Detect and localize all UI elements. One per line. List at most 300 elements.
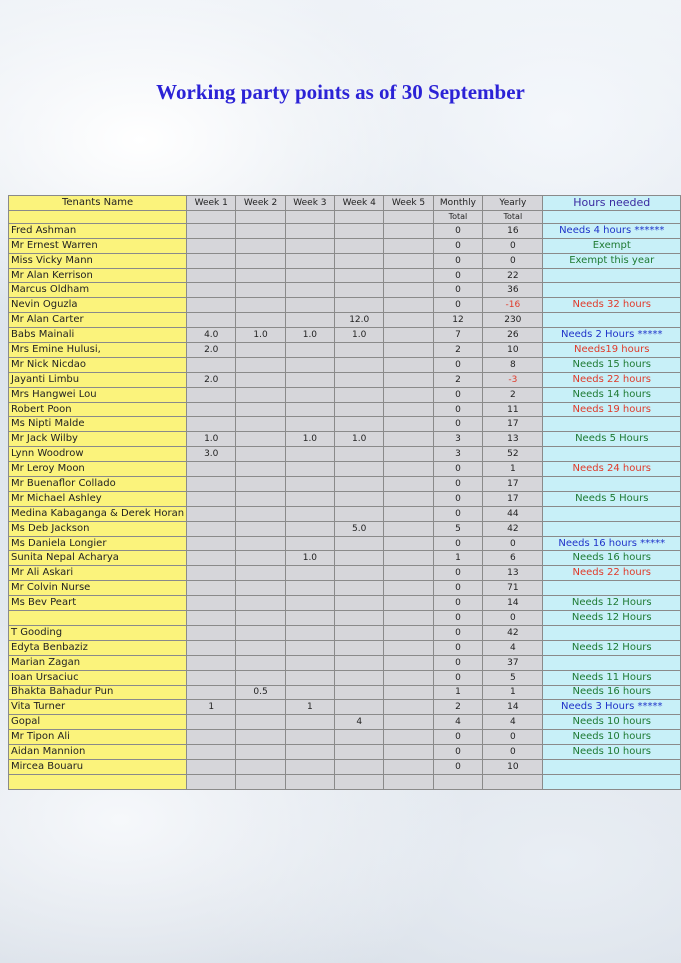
- yearly-total-cell: 17: [483, 491, 543, 506]
- tenant-name-cell: Ms Bev Peart: [9, 596, 187, 611]
- monthly-total-cell: 0: [433, 670, 482, 685]
- points-table: [8, 195, 681, 790]
- yearly-total-cell: -3: [483, 372, 543, 387]
- hours-needed-cell: Needs 11 Hours: [543, 670, 681, 685]
- week-4-cell: [335, 253, 384, 268]
- week-4-cell: [335, 596, 384, 611]
- yearly-total-cell: 22: [483, 268, 543, 283]
- week-3-cell: [285, 521, 334, 536]
- week-5-cell: [384, 402, 433, 417]
- week-1-cell: [187, 670, 236, 685]
- hours-needed-cell: Needs 2 Hours *****: [543, 328, 681, 343]
- hours-needed-cell: Needs 4 hours ******: [543, 223, 681, 238]
- week-2-cell: [236, 715, 285, 730]
- week-1-cell: [187, 625, 236, 640]
- week-1-cell: [187, 730, 236, 745]
- week-3-cell: [285, 730, 334, 745]
- tenant-name-cell: Ioan Ursaciuc: [9, 670, 187, 685]
- empty-cell: [433, 774, 482, 789]
- tenant-name-cell: Mircea Bouaru: [9, 759, 187, 774]
- table-row: [9, 506, 681, 521]
- week-4-cell: [335, 745, 384, 760]
- week-2-cell: [236, 343, 285, 358]
- yearly-total-cell: 71: [483, 581, 543, 596]
- hours-needed-cell: Needs 3 Hours *****: [543, 700, 681, 715]
- week-1-cell: [187, 551, 236, 566]
- week-3-cell: [285, 253, 334, 268]
- hours-needed-cell: Needs 22 hours: [543, 372, 681, 387]
- yearly-total-cell: 52: [483, 447, 543, 462]
- week-5-cell: [384, 238, 433, 253]
- week-4-cell: [335, 551, 384, 566]
- week-5-cell: [384, 670, 433, 685]
- week-4-cell: [335, 640, 384, 655]
- week-2-cell: [236, 581, 285, 596]
- week-4-cell: [335, 685, 384, 700]
- week-4-cell: [335, 491, 384, 506]
- week-5-cell: [384, 491, 433, 506]
- week-2-cell: [236, 253, 285, 268]
- week-2-cell: [236, 313, 285, 328]
- tenant-name-cell: Lynn Woodrow: [9, 447, 187, 462]
- week-4-cell: [335, 417, 384, 432]
- subheader-monthly-total: Total: [433, 210, 482, 223]
- week-2-cell: [236, 447, 285, 462]
- yearly-total-cell: 2: [483, 387, 543, 402]
- week-5-cell: [384, 566, 433, 581]
- tenant-name-cell: Miss Vicky Mann: [9, 253, 187, 268]
- week-1-cell: [187, 268, 236, 283]
- tenant-name-cell: Ms Daniela Longier: [9, 536, 187, 551]
- week-5-cell: [384, 655, 433, 670]
- week-1-cell: [187, 238, 236, 253]
- week-4-cell: [335, 223, 384, 238]
- subheader-row: [9, 210, 681, 223]
- table-row: [9, 596, 681, 611]
- week-4-cell: [335, 387, 384, 402]
- tenant-name-cell: Robert Poon: [9, 402, 187, 417]
- yearly-total-cell: 13: [483, 432, 543, 447]
- monthly-total-cell: 2: [433, 372, 482, 387]
- yearly-total-cell: 230: [483, 313, 543, 328]
- table-row-empty: [9, 774, 681, 789]
- monthly-total-cell: 0: [433, 759, 482, 774]
- week-2-cell: [236, 640, 285, 655]
- week-1-cell: 4.0: [187, 328, 236, 343]
- subheader-blank: [187, 210, 236, 223]
- monthly-total-cell: 12: [433, 313, 482, 328]
- week-5-cell: [384, 640, 433, 655]
- tenant-name-cell: Edyta Benbaziz: [9, 640, 187, 655]
- week-3-cell: [285, 357, 334, 372]
- yearly-total-cell: 0: [483, 611, 543, 626]
- week-3-cell: [285, 566, 334, 581]
- monthly-total-cell: 0: [433, 253, 482, 268]
- table-row: [9, 536, 681, 551]
- week-1-cell: [187, 253, 236, 268]
- table-row: [9, 730, 681, 745]
- hours-needed-cell: [543, 625, 681, 640]
- yearly-total-cell: 36: [483, 283, 543, 298]
- week-2-cell: [236, 655, 285, 670]
- week-4-cell: [335, 581, 384, 596]
- week-5-cell: [384, 372, 433, 387]
- monthly-total-cell: 2: [433, 343, 482, 358]
- table-row: [9, 700, 681, 715]
- yearly-total-cell: 42: [483, 625, 543, 640]
- table-row: [9, 625, 681, 640]
- table-row: [9, 581, 681, 596]
- tenant-name-cell: Marcus Oldham: [9, 283, 187, 298]
- week-5-cell: [384, 611, 433, 626]
- table-row: [9, 566, 681, 581]
- hours-needed-cell: [543, 417, 681, 432]
- week-5-cell: [384, 343, 433, 358]
- week-2-cell: [236, 462, 285, 477]
- monthly-total-cell: 0: [433, 730, 482, 745]
- hours-needed-cell: [543, 477, 681, 492]
- subheader-blank: [285, 210, 334, 223]
- monthly-total-cell: 0: [433, 611, 482, 626]
- week-3-cell: [285, 596, 334, 611]
- table-row: [9, 402, 681, 417]
- monthly-total-cell: 0: [433, 536, 482, 551]
- hours-needed-cell: Needs 19 hours: [543, 402, 681, 417]
- table-row: [9, 685, 681, 700]
- table-row: [9, 357, 681, 372]
- week-3-cell: [285, 268, 334, 283]
- table-row: [9, 253, 681, 268]
- tenant-name-cell: Mr Ernest Warren: [9, 238, 187, 253]
- week-2-cell: [236, 268, 285, 283]
- hours-needed-cell: Needs 10 hours: [543, 715, 681, 730]
- monthly-total-cell: 2: [433, 700, 482, 715]
- week-2-cell: [236, 387, 285, 402]
- tenant-name-cell: Fred Ashman: [9, 223, 187, 238]
- week-3-cell: [285, 625, 334, 640]
- week-5-cell: [384, 506, 433, 521]
- tenant-name-cell: [9, 611, 187, 626]
- week-1-cell: [187, 536, 236, 551]
- hours-needed-cell: [543, 447, 681, 462]
- week-2-cell: [236, 283, 285, 298]
- tenant-name-cell: Bhakta Bahadur Pun: [9, 685, 187, 700]
- week-3-cell: [285, 670, 334, 685]
- header-tenants-name: Tenants Name: [9, 196, 187, 211]
- week-5-cell: [384, 432, 433, 447]
- week-1-cell: 2.0: [187, 343, 236, 358]
- week-1-cell: [187, 640, 236, 655]
- week-1-cell: [187, 596, 236, 611]
- week-2-cell: [236, 670, 285, 685]
- tenant-name-cell: Mr Michael Ashley: [9, 491, 187, 506]
- week-4-cell: [335, 283, 384, 298]
- monthly-total-cell: 0: [433, 357, 482, 372]
- tenant-name-cell: Mr Nick Nicdao: [9, 357, 187, 372]
- week-1-cell: 3.0: [187, 447, 236, 462]
- week-2-cell: [236, 298, 285, 313]
- week-1-cell: [187, 759, 236, 774]
- subheader-yearly-total: Total: [483, 210, 543, 223]
- yearly-total-cell: 8: [483, 357, 543, 372]
- week-5-cell: [384, 715, 433, 730]
- week-2-cell: [236, 745, 285, 760]
- tenant-name-cell: Mr Buenaflor Collado: [9, 477, 187, 492]
- tenant-name-cell: Mr Jack Wilby: [9, 432, 187, 447]
- yearly-total-cell: 13: [483, 566, 543, 581]
- empty-cell: [543, 774, 681, 789]
- table-row: [9, 417, 681, 432]
- week-4-cell: 5.0: [335, 521, 384, 536]
- monthly-total-cell: 0: [433, 655, 482, 670]
- tenant-name-cell: Mr Alan Carter: [9, 313, 187, 328]
- hours-needed-cell: Needs 10 hours: [543, 730, 681, 745]
- week-1-cell: [187, 357, 236, 372]
- empty-cell: [483, 774, 543, 789]
- tenant-name-cell: Jayanti Limbu: [9, 372, 187, 387]
- monthly-total-cell: 3: [433, 432, 482, 447]
- week-2-cell: [236, 566, 285, 581]
- monthly-total-cell: 0: [433, 625, 482, 640]
- week-4-cell: [335, 372, 384, 387]
- page-title: Working party points as of 30 September: [156, 80, 525, 104]
- week-3-cell: 1.0: [285, 432, 334, 447]
- week-4-cell: [335, 477, 384, 492]
- week-3-cell: [285, 536, 334, 551]
- week-1-cell: [187, 715, 236, 730]
- week-4-cell: [335, 506, 384, 521]
- week-2-cell: [236, 625, 285, 640]
- week-2-cell: [236, 491, 285, 506]
- empty-cell: [285, 774, 334, 789]
- table-row: [9, 372, 681, 387]
- week-2-cell: [236, 611, 285, 626]
- week-1-cell: [187, 313, 236, 328]
- week-2-cell: [236, 700, 285, 715]
- header-week-2: Week 2: [236, 196, 285, 211]
- week-4-cell: [335, 730, 384, 745]
- week-1-cell: [187, 462, 236, 477]
- week-4-cell: [335, 536, 384, 551]
- empty-cell: [335, 774, 384, 789]
- week-5-cell: [384, 462, 433, 477]
- tenant-name-cell: T Gooding: [9, 625, 187, 640]
- week-5-cell: [384, 730, 433, 745]
- hours-needed-cell: Needs 12 Hours: [543, 611, 681, 626]
- header-week-1: Week 1: [187, 196, 236, 211]
- table-row: [9, 640, 681, 655]
- table-row: [9, 670, 681, 685]
- week-4-cell: [335, 655, 384, 670]
- table-row: [9, 313, 681, 328]
- week-5-cell: [384, 313, 433, 328]
- tenant-name-cell: Marian Zagan: [9, 655, 187, 670]
- week-5-cell: [384, 700, 433, 715]
- hours-needed-cell: Needs19 hours: [543, 343, 681, 358]
- tenant-name-cell: Gopal: [9, 715, 187, 730]
- yearly-total-cell: 11: [483, 402, 543, 417]
- week-2-cell: [236, 357, 285, 372]
- week-5-cell: [384, 521, 433, 536]
- yearly-total-cell: 0: [483, 745, 543, 760]
- hours-needed-cell: [543, 581, 681, 596]
- week-1-cell: [187, 402, 236, 417]
- week-4-cell: [335, 357, 384, 372]
- table-row: [9, 521, 681, 536]
- monthly-total-cell: 0: [433, 477, 482, 492]
- monthly-total-cell: 7: [433, 328, 482, 343]
- week-5-cell: [384, 283, 433, 298]
- week-3-cell: [285, 685, 334, 700]
- yearly-total-cell: -16: [483, 298, 543, 313]
- table-row: [9, 611, 681, 626]
- week-4-cell: [335, 611, 384, 626]
- week-2-cell: [236, 238, 285, 253]
- yearly-total-cell: 17: [483, 417, 543, 432]
- monthly-total-cell: 3: [433, 447, 482, 462]
- week-2-cell: [236, 477, 285, 492]
- yearly-total-cell: 0: [483, 253, 543, 268]
- monthly-total-cell: 0: [433, 640, 482, 655]
- yearly-total-cell: 10: [483, 759, 543, 774]
- yearly-total-cell: 0: [483, 238, 543, 253]
- week-3-cell: [285, 283, 334, 298]
- week-1-cell: [187, 685, 236, 700]
- hours-needed-cell: Exempt: [543, 238, 681, 253]
- week-4-cell: 12.0: [335, 313, 384, 328]
- tenant-name-cell: Mr Ali Askari: [9, 566, 187, 581]
- yearly-total-cell: 16: [483, 223, 543, 238]
- yearly-total-cell: 42: [483, 521, 543, 536]
- hours-needed-cell: Needs 22 hours: [543, 566, 681, 581]
- monthly-total-cell: 0: [433, 402, 482, 417]
- empty-cell: [9, 774, 187, 789]
- week-4-cell: [335, 298, 384, 313]
- week-2-cell: [236, 372, 285, 387]
- week-3-cell: [285, 462, 334, 477]
- week-3-cell: [285, 447, 334, 462]
- week-2-cell: [236, 521, 285, 536]
- table-row: [9, 298, 681, 313]
- tenant-name-cell: Mr Leroy Moon: [9, 462, 187, 477]
- hours-needed-cell: Needs 16 hours: [543, 551, 681, 566]
- yearly-total-cell: 6: [483, 551, 543, 566]
- week-4-cell: [335, 238, 384, 253]
- week-3-cell: [285, 313, 334, 328]
- monthly-total-cell: 4: [433, 715, 482, 730]
- week-2-cell: [236, 506, 285, 521]
- week-2-cell: [236, 596, 285, 611]
- week-1-cell: [187, 298, 236, 313]
- hours-needed-cell: [543, 283, 681, 298]
- table-row: [9, 432, 681, 447]
- week-5-cell: [384, 417, 433, 432]
- hours-needed-cell: [543, 759, 681, 774]
- week-1-cell: [187, 581, 236, 596]
- yearly-total-cell: 14: [483, 596, 543, 611]
- week-1-cell: [187, 611, 236, 626]
- hours-needed-cell: Needs 24 hours: [543, 462, 681, 477]
- header-hours-needed: Hours needed: [543, 196, 681, 211]
- hours-needed-cell: [543, 655, 681, 670]
- week-4-cell: [335, 402, 384, 417]
- yearly-total-cell: 1: [483, 462, 543, 477]
- table-row: [9, 462, 681, 477]
- week-3-cell: [285, 640, 334, 655]
- week-3-cell: [285, 417, 334, 432]
- week-3-cell: [285, 223, 334, 238]
- hours-needed-cell: [543, 506, 681, 521]
- week-1-cell: [187, 477, 236, 492]
- header-monthly: Monthly: [433, 196, 482, 211]
- subheader-blank: [543, 210, 681, 223]
- monthly-total-cell: 0: [433, 596, 482, 611]
- header-row: [9, 196, 681, 211]
- header-week-3: Week 3: [285, 196, 334, 211]
- week-3-cell: 1.0: [285, 551, 334, 566]
- monthly-total-cell: 0: [433, 566, 482, 581]
- week-4-cell: 1.0: [335, 328, 384, 343]
- table-row: [9, 343, 681, 358]
- week-5-cell: [384, 551, 433, 566]
- yearly-total-cell: 0: [483, 536, 543, 551]
- table-row: [9, 551, 681, 566]
- week-4-cell: [335, 759, 384, 774]
- monthly-total-cell: 0: [433, 745, 482, 760]
- week-2-cell: 0.5: [236, 685, 285, 700]
- yearly-total-cell: 44: [483, 506, 543, 521]
- table-row: [9, 238, 681, 253]
- yearly-total-cell: 26: [483, 328, 543, 343]
- week-4-cell: [335, 447, 384, 462]
- tenant-name-cell: Mr Alan Kerrison: [9, 268, 187, 283]
- monthly-total-cell: 1: [433, 551, 482, 566]
- header-yearly: Yearly: [483, 196, 543, 211]
- week-5-cell: [384, 387, 433, 402]
- monthly-total-cell: 0: [433, 298, 482, 313]
- week-2-cell: [236, 432, 285, 447]
- week-3-cell: [285, 715, 334, 730]
- yearly-total-cell: 4: [483, 715, 543, 730]
- yearly-total-cell: 1: [483, 685, 543, 700]
- week-3-cell: [285, 581, 334, 596]
- week-1-cell: 2.0: [187, 372, 236, 387]
- hours-needed-cell: Needs 5 Hours: [543, 432, 681, 447]
- hours-needed-cell: Needs 5 Hours: [543, 491, 681, 506]
- monthly-total-cell: 0: [433, 283, 482, 298]
- week-3-cell: [285, 745, 334, 760]
- week-2-cell: [236, 730, 285, 745]
- yearly-total-cell: 37: [483, 655, 543, 670]
- yearly-total-cell: 4: [483, 640, 543, 655]
- week-3-cell: [285, 655, 334, 670]
- table-row: [9, 715, 681, 730]
- table-row: [9, 447, 681, 462]
- week-5-cell: [384, 536, 433, 551]
- tenant-name-cell: Ms Deb Jackson: [9, 521, 187, 536]
- week-2-cell: [236, 417, 285, 432]
- week-1-cell: [187, 655, 236, 670]
- table-row: [9, 387, 681, 402]
- header-week-5: Week 5: [384, 196, 433, 211]
- yearly-total-cell: 17: [483, 477, 543, 492]
- week-3-cell: 1.0: [285, 328, 334, 343]
- week-5-cell: [384, 625, 433, 640]
- week-5-cell: [384, 253, 433, 268]
- week-4-cell: [335, 343, 384, 358]
- hours-needed-cell: Needs 14 hours: [543, 387, 681, 402]
- week-4-cell: [335, 566, 384, 581]
